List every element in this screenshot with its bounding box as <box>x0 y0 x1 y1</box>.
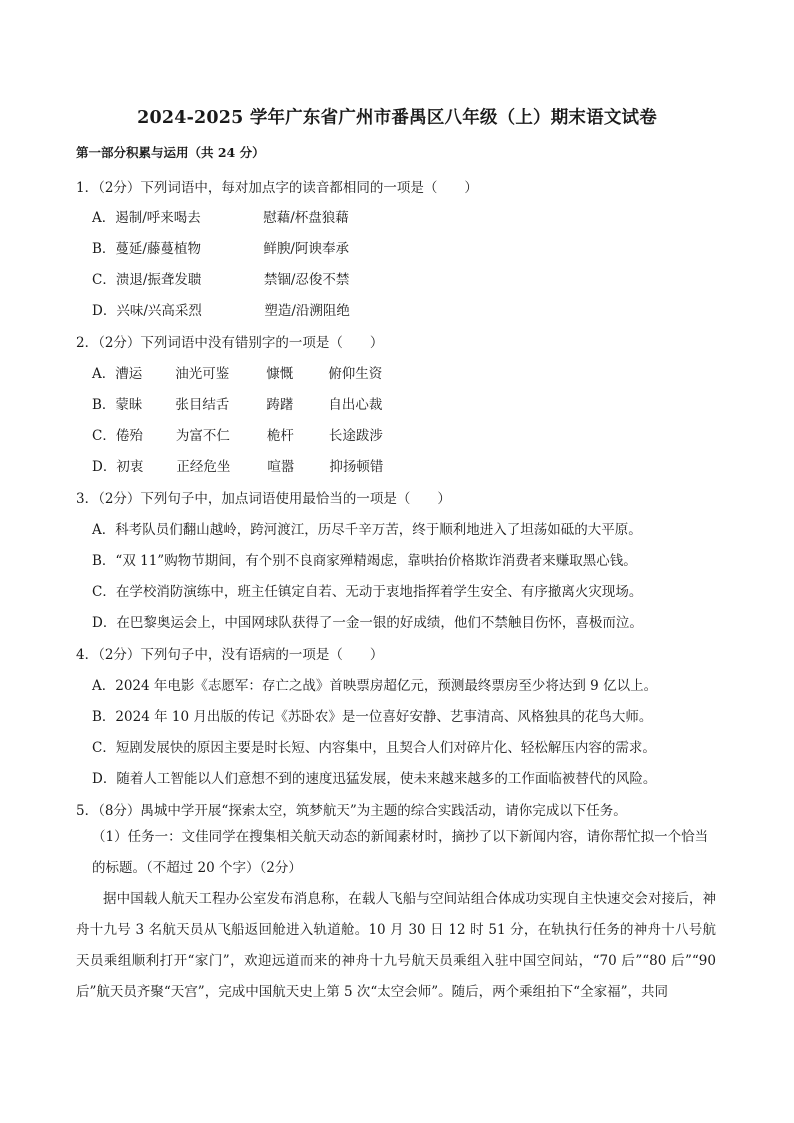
question-1-option-c: C．溃退/振聋发聩 禁锢/忍俊不禁 <box>92 272 350 288</box>
question-1-option-b: B．蔓延/藤蔓植物 鲜腴/阿谀奉承 <box>92 241 349 257</box>
question-3-option-a: A．科考队员们翻山越岭，跨河渡江，历尽千辛万苦，终于顺利地进入了坦荡如砥的大平原。 <box>92 522 642 538</box>
question-5-task-1: （1）任务一：文佳同学在搜集相关航天动态的新闻素材时，摘抄了以下新闻内容，请你帮忙拟一个恰当的标题。（不超过 20 个字）（2分） <box>92 829 709 876</box>
question-2-option-c: C．倦殆 为富不仁 桅杆 长途跋涉 <box>92 428 383 444</box>
question-4-option-c: C．短剧发展快的原因主要是时长短、内容集中，且契合人们对碎片化、轻松解压内容的需求。 <box>92 740 656 756</box>
question-1-option-a: A．遏制/呼来喝去 慰藉/杯盘狼藉 <box>92 210 349 226</box>
question-1-stem: 1．（2分）下列词语中，每对加点字的读音都相同的一项是（ ） <box>76 180 478 196</box>
question-4-option-b: B．2024 年 10 月出版的传记《苏卧农》是一位喜好安静、艺事清高、风格独具的花鸟大师。 <box>92 709 653 725</box>
question-4-option-d: D．随着人工智能以人们意想不到的速度迅猛发展，使未来越来越多的工作面临被替代的风险。 <box>92 771 657 787</box>
question-2-stem: 2．（2分）下列词语中没有错别字的一项是（ ） <box>76 335 384 351</box>
question-3-option-c: C．在学校消防演练中，班主任镇定自若、无动于衷地指挥着学生安全、有序撤离火灾现场。 <box>92 584 643 600</box>
question-1-option-d: D．兴味/兴高采烈 塑造/沿溯阻绝 <box>92 303 350 319</box>
question-2-option-a: A．漕运 油光可鉴 慷慨 俯仰生资 <box>92 366 383 382</box>
question-2-option-d: D．初衷 正经危坐 喧嚣 抑扬顿错 <box>92 459 384 475</box>
section-heading: 第一部分积累与运用（共 24 分） <box>76 145 265 160</box>
question-4-option-a: A．2024 年电影《志愿军：存亡之战》首映票房超亿元，预测最终票房至少将达到 9 亿以上。 <box>92 678 658 694</box>
question-2-option-b: B．蒙昧 张目结舌 踌躇 自出心裁 <box>92 397 383 413</box>
question-3-option-d: D．在巴黎奥运会上，中国网球队获得了一金一银的好成绩，他们不禁触目伤怀，喜极而泣。 <box>92 615 643 631</box>
exam-title: 2024-2025 学年广东省广州市番禺区八年级（上）期末语文试卷 <box>137 108 657 128</box>
question-3-option-b: B．“双 11”购物节期间，有个别不良商家殚精竭虑，靠哄抬价格欺诈消费者来赚取黑心钱。 <box>92 553 637 569</box>
question-3-stem: 3．（2分）下列句子中，加点词语使用最恰当的一项是（ ） <box>76 491 451 507</box>
question-5-stem: 5．（8分）禺城中学开展“探索太空，筑梦航天”为主题的综合实践活动，请你完成以下任务。 <box>76 803 627 819</box>
question-4-stem: 4．（2分）下列句子中，没有语病的一项是（ ） <box>76 647 384 663</box>
news-passage: 据中国载人航天工程办公室发布消息称，在载人飞船与空间站组合体成功实现自主快速交会对接后，神舟十九号 3 名航天员从飞船返回舱进入轨道舱。10 月 30 日 12 时 51 分，在轨执行任务的神舟十八号航天员乘组顺利打开“家门”，欢迎远道而来的神舟十九号航天员乘组入驻中国空间站，“70 后”“80 后”“90 后”航天员齐聚“天宫”，完成中国航天史上第 5 次“太空会师”。随后，两个乘组拍下“全家福”，共同 <box>76 891 716 1000</box>
